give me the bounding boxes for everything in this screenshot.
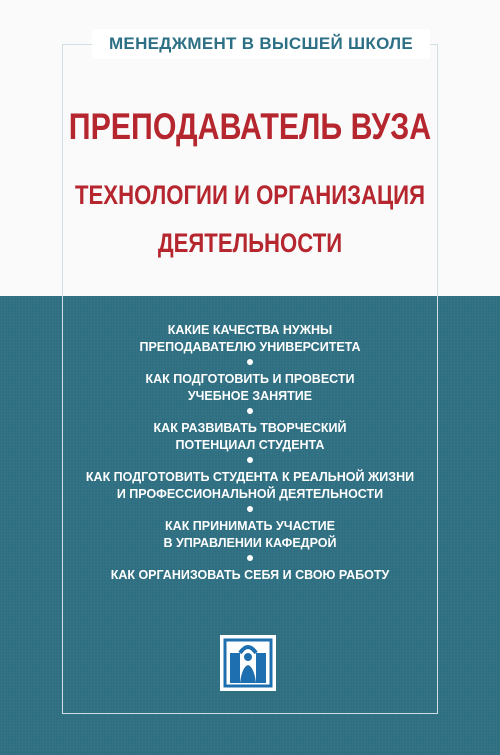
bullet-dot [247,555,253,561]
topic-item [60,518,440,552]
book-subtitle-line2: ДЕЯТЕЛЬНОСТИ [157,228,343,258]
topic-line: КАК ПОДГОТОВИТЬ И ПРОВЕСТИ [145,372,355,386]
bullet-dot [247,457,253,463]
topic-item [60,567,440,584]
topic-item [60,420,440,454]
topic-line: КАКИЕ КАЧЕСТВА НУЖНЫ [167,323,333,337]
topic-line: В УПРАВЛЕНИИ КАФЕДРОЙ [163,536,337,550]
topic-line: КАК РАЗВИВАТЬ ТВОРЧЕСКИЙ [153,421,347,435]
bullet-dot [247,506,253,512]
series-title: МЕНЕДЖМЕНТ В ВЫСШЕЙ ШКОЛЕ [92,29,430,59]
topic-item [60,322,440,356]
topic-line: КАК ПРИНИМАТЬ УЧАСТИЕ [165,519,335,533]
topic-line: УЧЕБНОЕ ЗАНЯТИЕ [187,389,313,403]
bullet-dot [247,408,253,414]
topic-list [60,322,440,584]
book-subtitle-line1: ТЕХНОЛОГИИ И ОРГАНИЗАЦИЯ [75,180,425,210]
publisher-logo-icon [220,635,276,691]
bullet-dot [247,359,253,365]
book-title: ПРЕПОДАВАТЕЛЬ ВУЗА [68,106,432,147]
topic-line: ПОТЕНЦИАЛ СТУДЕНТА [175,438,325,452]
topic-line: И ПРОФЕССИОНАЛЬНОЙ ДЕЯТЕЛЬНОСТИ [116,487,384,501]
topic-line: КАК ПОДГОТОВИТЬ СТУДЕНТА К РЕАЛЬНОЙ ЖИЗНИ [85,470,415,484]
topic-item [60,469,440,503]
topic-line: КАК ОРГАНИЗОВАТЬ СЕБЯ И СВОЮ РАБОТУ [110,568,390,582]
topic-line: ПРЕПОДАВАТЕЛЮ УНИВЕРСИТЕТА [139,340,361,354]
topic-item [60,371,440,405]
